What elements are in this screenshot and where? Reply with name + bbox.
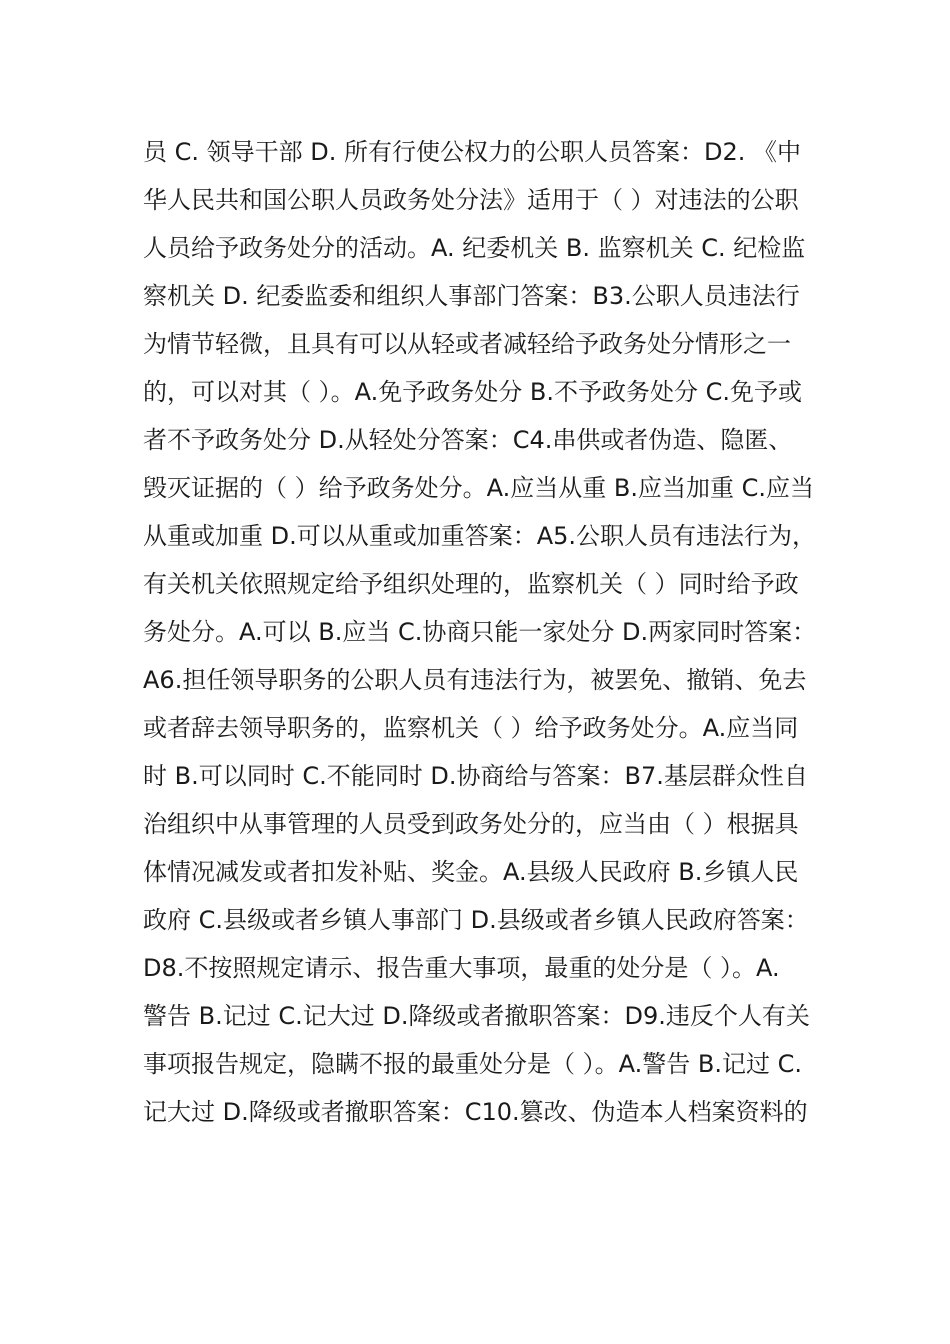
text-line: 毁灭证据的（ ）给予政务处分。A.应当从重 B.应当加重 C.应当 (143, 474, 814, 502)
text-line: 华人民共和国公职人员政务处分法》适用于（ ）对违法的公职 (143, 186, 799, 214)
text-line: 务处分。A.可以 B.应当 C.协商只能一家处分 D.两家同时答案： (143, 618, 817, 646)
text-line: D8.不按照规定请示、报告重大事项，最重的处分是（ ）。A. (143, 954, 780, 982)
text-line: 警告 B.记过 C.记大过 D.降级或者撤职答案：D9.违反个人有关 (143, 1002, 810, 1030)
text-line: 或者辞去领导职务的，监察机关（ ）给予政务处分。A.应当同 (143, 714, 799, 742)
text-line: 人员给予政务处分的活动。A. 纪委机关 B. 监察机关 C. 纪检监 (143, 234, 806, 262)
text-line: 员 C. 领导干部 D. 所有行使公权力的公职人员答案：D2. 《中 (143, 138, 802, 166)
text-line: 时 B.可以同时 C.不能同时 D.协商给与答案：B7.基层群众性自 (143, 762, 808, 790)
text-line: 记大过 D.降级或者撤职答案：C10.篡改、伪造本人档案资料的 (143, 1098, 808, 1126)
text-line: 体情况减发或者扣发补贴、奖金。A.县级人民政府 B.乡镇人民 (143, 858, 799, 886)
text-line: 有关机关依照规定给予组织处理的，监察机关（ ）同时给予政 (143, 570, 799, 598)
text-line: 政府 C.县级或者乡镇人事部门 D.县级或者乡镇人民政府答案： (143, 906, 809, 934)
body-text (143, 128, 823, 1136)
text-line: A6.担任领导职务的公职人员有违法行为，被罢免、撤销、免去 (143, 666, 807, 694)
text-line: 者不予政务处分 D.从轻处分答案：C4.串供或者伪造、隐匿、 (143, 426, 793, 454)
text-line: 察机关 D. 纪委监委和组织人事部门答案：B3.公职人员违法行 (143, 282, 800, 310)
text-line: 治组织中从事管理的人员受到政务处分的，应当由（ ）根据具 (143, 810, 799, 838)
text-line: 从重或加重 D.可以从重或加重答案：A5.公职人员有违法行为， (143, 522, 817, 550)
text-line: 的，可以对其（ ）。A.免予政务处分 B.不予政务处分 C.免予或 (143, 378, 802, 406)
text-line: 事项报告规定，隐瞒不报的最重处分是（ ）。A.警告 B.记过 C. (143, 1050, 802, 1078)
text-line: 为情节轻微，且具有可以从轻或者减轻给予政务处分情形之一 (143, 330, 791, 358)
